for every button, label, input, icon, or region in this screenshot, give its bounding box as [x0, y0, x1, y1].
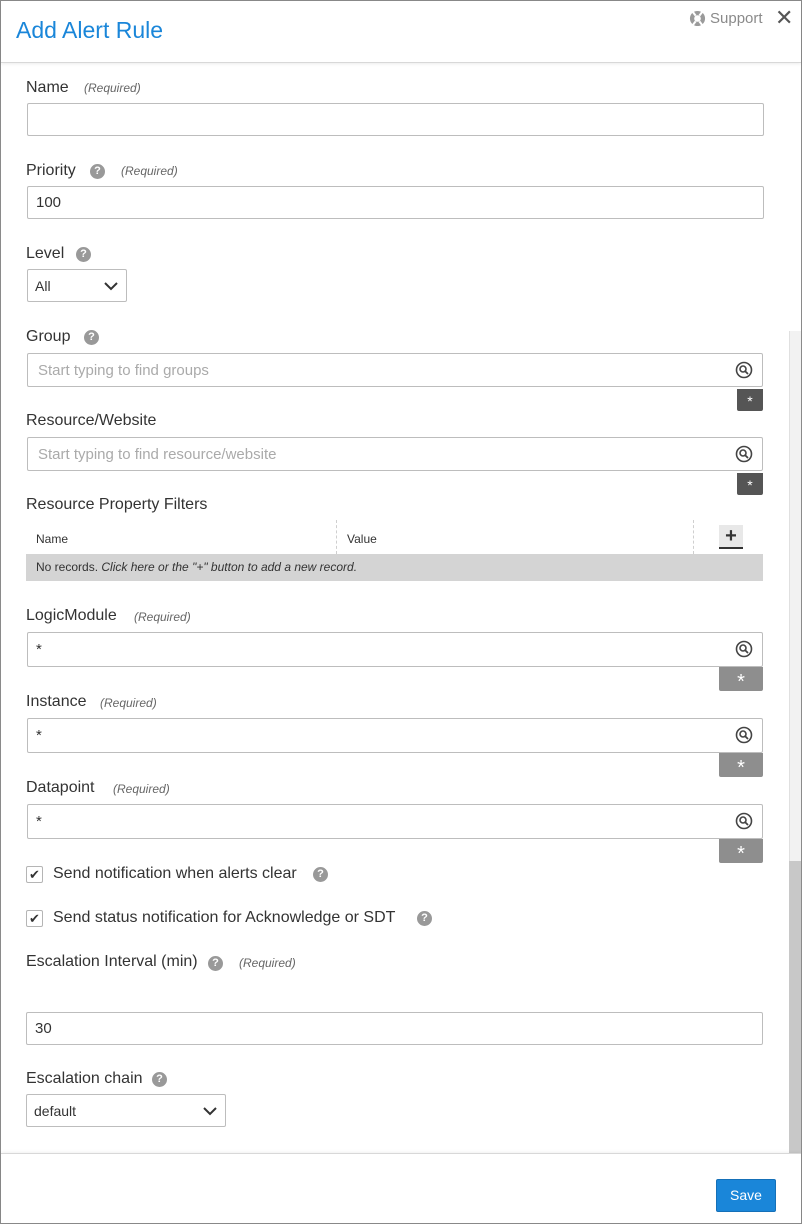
- level-selected: All: [35, 277, 51, 294]
- datapoint-label: Datapoint: [26, 779, 95, 796]
- name-required: (Required): [84, 81, 141, 95]
- priority-input[interactable]: 100: [27, 186, 764, 219]
- resource-label: Resource/Website: [26, 412, 157, 429]
- level-label: Level: [26, 245, 65, 262]
- scrollbar-thumb[interactable]: [789, 861, 801, 1153]
- help-icon[interactable]: ?: [208, 956, 223, 971]
- support-link[interactable]: [689, 10, 763, 27]
- notify-ack-checkbox[interactable]: ✔: [26, 910, 43, 927]
- chevron-down-icon: [203, 1104, 217, 1118]
- search-icon[interactable]: [735, 640, 753, 658]
- column-header-name: Name: [36, 532, 69, 546]
- priority-required: (Required): [121, 164, 178, 178]
- datapoint-required: (Required): [113, 782, 170, 796]
- resource-wildcard-button[interactable]: *: [737, 473, 763, 495]
- group-search-input[interactable]: Start typing to find groups: [27, 353, 763, 387]
- logicmodule-label: LogicModule: [26, 607, 117, 624]
- search-icon[interactable]: [735, 361, 753, 379]
- search-icon[interactable]: [735, 812, 753, 830]
- instance-input[interactable]: *: [27, 718, 763, 753]
- no-records-row[interactable]: [26, 554, 763, 581]
- save-button[interactable]: Save: [716, 1179, 776, 1212]
- group-wildcard-button[interactable]: *: [737, 389, 763, 411]
- instance-wildcard-button[interactable]: *: [719, 753, 763, 777]
- logicmodule-required: (Required): [134, 610, 191, 624]
- close-icon[interactable]: ✕: [775, 5, 794, 30]
- resource-search-input[interactable]: Start typing to find resource/website: [27, 437, 763, 471]
- instance-label: Instance: [26, 693, 87, 710]
- escalation-chain-selected: default: [34, 1102, 77, 1119]
- escalation-chain-label: Escalation chain: [26, 1070, 143, 1087]
- help-icon[interactable]: ?: [90, 164, 105, 179]
- add-record-button[interactable]: +: [719, 525, 743, 549]
- datapoint-input[interactable]: *: [27, 804, 763, 839]
- search-icon[interactable]: [735, 445, 753, 463]
- group-label: Group: [26, 328, 71, 345]
- help-icon[interactable]: ?: [313, 867, 328, 882]
- help-icon[interactable]: ?: [417, 911, 432, 926]
- support-label: Support: [710, 10, 763, 27]
- datapoint-wildcard-button[interactable]: *: [719, 839, 763, 863]
- dialog-header: [1, 1, 801, 63]
- help-icon[interactable]: ?: [76, 247, 91, 262]
- logicmodule-wildcard-button[interactable]: *: [719, 667, 763, 691]
- help-icon[interactable]: ?: [84, 330, 99, 345]
- property-filters-label: Resource Property Filters: [26, 496, 208, 513]
- add-record-hint: Click here or the "+" button to add a new record.: [101, 560, 358, 574]
- logicmodule-input[interactable]: *: [27, 632, 763, 667]
- chevron-down-icon: [104, 279, 118, 293]
- name-label: Name: [26, 79, 69, 96]
- column-divider: [693, 520, 694, 554]
- escalation-chain-select[interactable]: [26, 1094, 226, 1127]
- name-input[interactable]: [27, 103, 764, 136]
- column-header-value: Value: [347, 532, 377, 546]
- priority-label: Priority: [26, 162, 76, 179]
- escalation-interval-required: (Required): [239, 956, 296, 970]
- page-title: Add Alert Rule: [16, 17, 164, 43]
- no-records-text: No records.: [36, 560, 102, 574]
- notify-ack-label: Send status notification for Acknowledge or SDT: [53, 909, 396, 926]
- instance-required: (Required): [100, 696, 157, 710]
- lifebuoy-icon: [689, 10, 706, 27]
- search-icon[interactable]: [735, 726, 753, 744]
- level-select[interactable]: [27, 269, 127, 302]
- notify-clear-checkbox[interactable]: ✔: [26, 866, 43, 883]
- notify-clear-label: Send notification when alerts clear: [53, 865, 297, 882]
- help-icon[interactable]: ?: [152, 1072, 167, 1087]
- escalation-interval-input[interactable]: 30: [26, 1012, 763, 1045]
- column-divider: [336, 520, 337, 554]
- escalation-interval-label: Escalation Interval (min): [26, 953, 198, 970]
- dialog-footer: [1, 1153, 801, 1223]
